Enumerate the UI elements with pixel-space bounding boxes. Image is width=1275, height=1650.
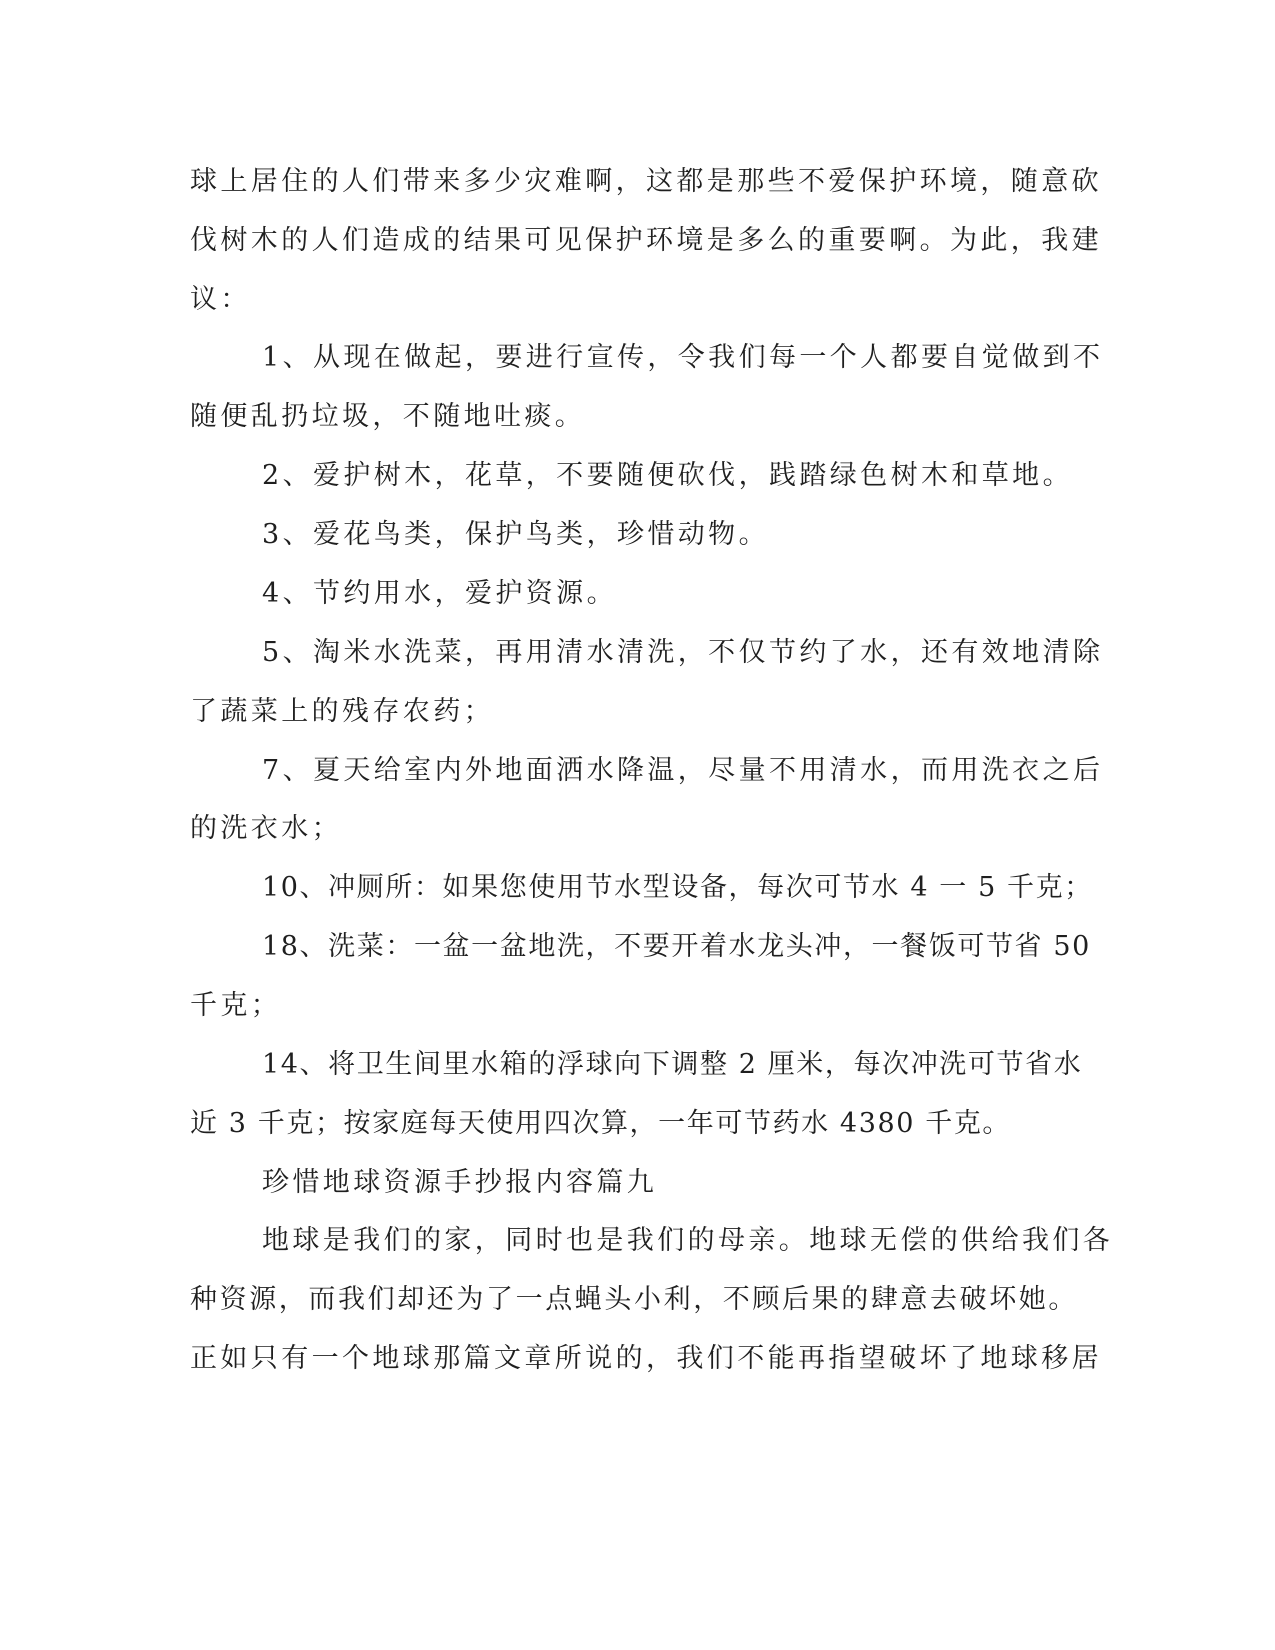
section-title: 珍惜地球资源手抄报内容篇九: [262, 1167, 658, 1198]
text-line: 的洗衣水；: [190, 813, 342, 844]
list-item: 7、夏天给室内外地面洒水降温，尽量不用清水，而用洗衣之后: [262, 755, 1104, 786]
text-line: 伐树木的人们造成的结果可见保护环境是多么的重要啊。为此，我建: [190, 225, 1102, 256]
list-item: 14、将卫生间里水箱的浮球向下调整 2 厘米，每次冲洗可节省水: [262, 1049, 1083, 1080]
paragraph-line: 正如只有一个地球那篇文章所说的，我们不能再指望破坏了地球移居: [190, 1343, 1102, 1374]
paragraph-line: 地球是我们的家，同时也是我们的母亲。地球无偿的供给我们各: [262, 1225, 1114, 1256]
list-item: 1、从现在做起，要进行宣传，令我们每一个人都要自觉做到不: [262, 342, 1104, 373]
text-line: 了蔬菜上的残存农药；: [190, 696, 494, 727]
text-line: 球上居住的人们带来多少灾难啊，这都是那些不爱保护环境，随意砍: [190, 166, 1102, 197]
text-line: 随便乱扔垃圾，不随地吐痰。: [190, 401, 586, 432]
list-item: 18、洗菜：一盆一盆地洗，不要开着水龙头冲，一餐饭可节省 50: [262, 931, 1091, 962]
list-item: 2、爱护树木，花草，不要随便砍伐，践踏绿色树木和草地。: [262, 460, 1073, 491]
text-line: 千克；: [190, 990, 282, 1021]
text-line: 近 3 千克；按家庭每天使用四次算，一年可节药水 4380 千克。: [190, 1108, 1012, 1139]
list-item: 10、冲厕所：如果您使用节水型设备，每次可节水 4 一 5 千克；: [262, 872, 1093, 903]
paragraph-line: 种资源，而我们却还为了一点蝇头小利，不顾后果的肆意去破坏她。: [190, 1284, 1078, 1315]
list-item: 5、淘米水洗菜，再用清水清洗，不仅节约了水，还有效地清除: [262, 637, 1104, 668]
text-line: 议：: [190, 284, 251, 315]
list-item: 3、爱花鸟类，保护鸟类，珍惜动物。: [262, 519, 769, 550]
list-item: 4、节约用水，爱护资源。: [262, 578, 617, 609]
